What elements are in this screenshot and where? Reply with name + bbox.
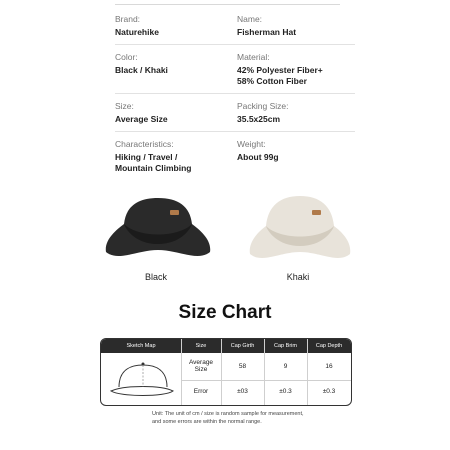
brand-value: Naturehike (115, 27, 159, 37)
black-caption: Black (144, 272, 167, 282)
material-value: 42% Polyester Fiber+ 58% Cotton Fiber (237, 65, 323, 86)
size-value: Average Size (115, 114, 168, 124)
packing-size-label: Packing Size: (237, 101, 289, 111)
hat-image-khaki (240, 190, 360, 270)
header-cap-girth: Cap Girth (230, 343, 255, 349)
sketch-brim (111, 387, 173, 396)
size-chart-title: Size Chart (178, 302, 272, 323)
name-value: Fisherman Hat (237, 27, 297, 37)
spec-row-brand (115, 14, 355, 45)
brand-label: Brand: (115, 14, 141, 24)
header-cap-brim: Cap Brim (274, 343, 297, 349)
col-divider (221, 339, 222, 405)
color-value: Black / Khaki (115, 65, 168, 75)
col-divider (307, 339, 308, 405)
col-divider (264, 339, 265, 405)
packing-size-value: 35.5x25cm (237, 114, 281, 124)
row-divider (181, 380, 351, 381)
spec-row-color (115, 52, 355, 94)
row1-size: Average Size (188, 359, 214, 373)
name-label: Name: (237, 14, 263, 24)
row2-cap-girth: ±03 (237, 388, 248, 395)
black-hat-logo-tag (170, 210, 179, 215)
khaki-hat-logo-tag (312, 210, 321, 215)
spec-row-size (115, 101, 355, 132)
unit-note: Unit: The unit of cm / size is random sample for measurement, and some errors are within the normal range. (152, 411, 304, 425)
material-label: Material: (237, 52, 270, 62)
header-sketch-map: Sketch Map (126, 343, 156, 349)
black-hat-illustration (98, 190, 218, 270)
weight-label: Weight: (237, 139, 266, 149)
top-divider (115, 4, 340, 5)
header-cap-depth: Cap Depth (315, 343, 343, 349)
color-label: Color: (115, 52, 138, 62)
khaki-caption: Khaki (286, 272, 310, 282)
size-chart-table (100, 338, 352, 406)
row1-cap-brim: 9 (283, 363, 288, 370)
row1-cap-depth: 16 (325, 363, 333, 370)
row1-cap-girth: 58 (238, 363, 247, 370)
khaki-hat-illustration (240, 190, 360, 270)
hat-image-black (98, 190, 218, 270)
row2-size: Error (193, 388, 209, 395)
row2-cap-brim: ±0.3 (279, 388, 292, 395)
khaki-hat-body (250, 196, 351, 258)
weight-value: About 99g (237, 152, 279, 162)
size-chart-header-row (101, 339, 351, 353)
black-hat-body (106, 198, 210, 256)
spec-list (115, 14, 355, 187)
hat-sketch-icon (105, 357, 177, 403)
row2-cap-depth: ±0.3 (322, 388, 336, 395)
size-label: Size: (115, 101, 134, 111)
characteristics-value: Hiking / Travel / Mountain Climbing (115, 152, 192, 173)
characteristics-label: Characteristics: (115, 139, 174, 149)
spec-row-characteristics (115, 139, 355, 180)
header-size: Size (195, 343, 207, 349)
